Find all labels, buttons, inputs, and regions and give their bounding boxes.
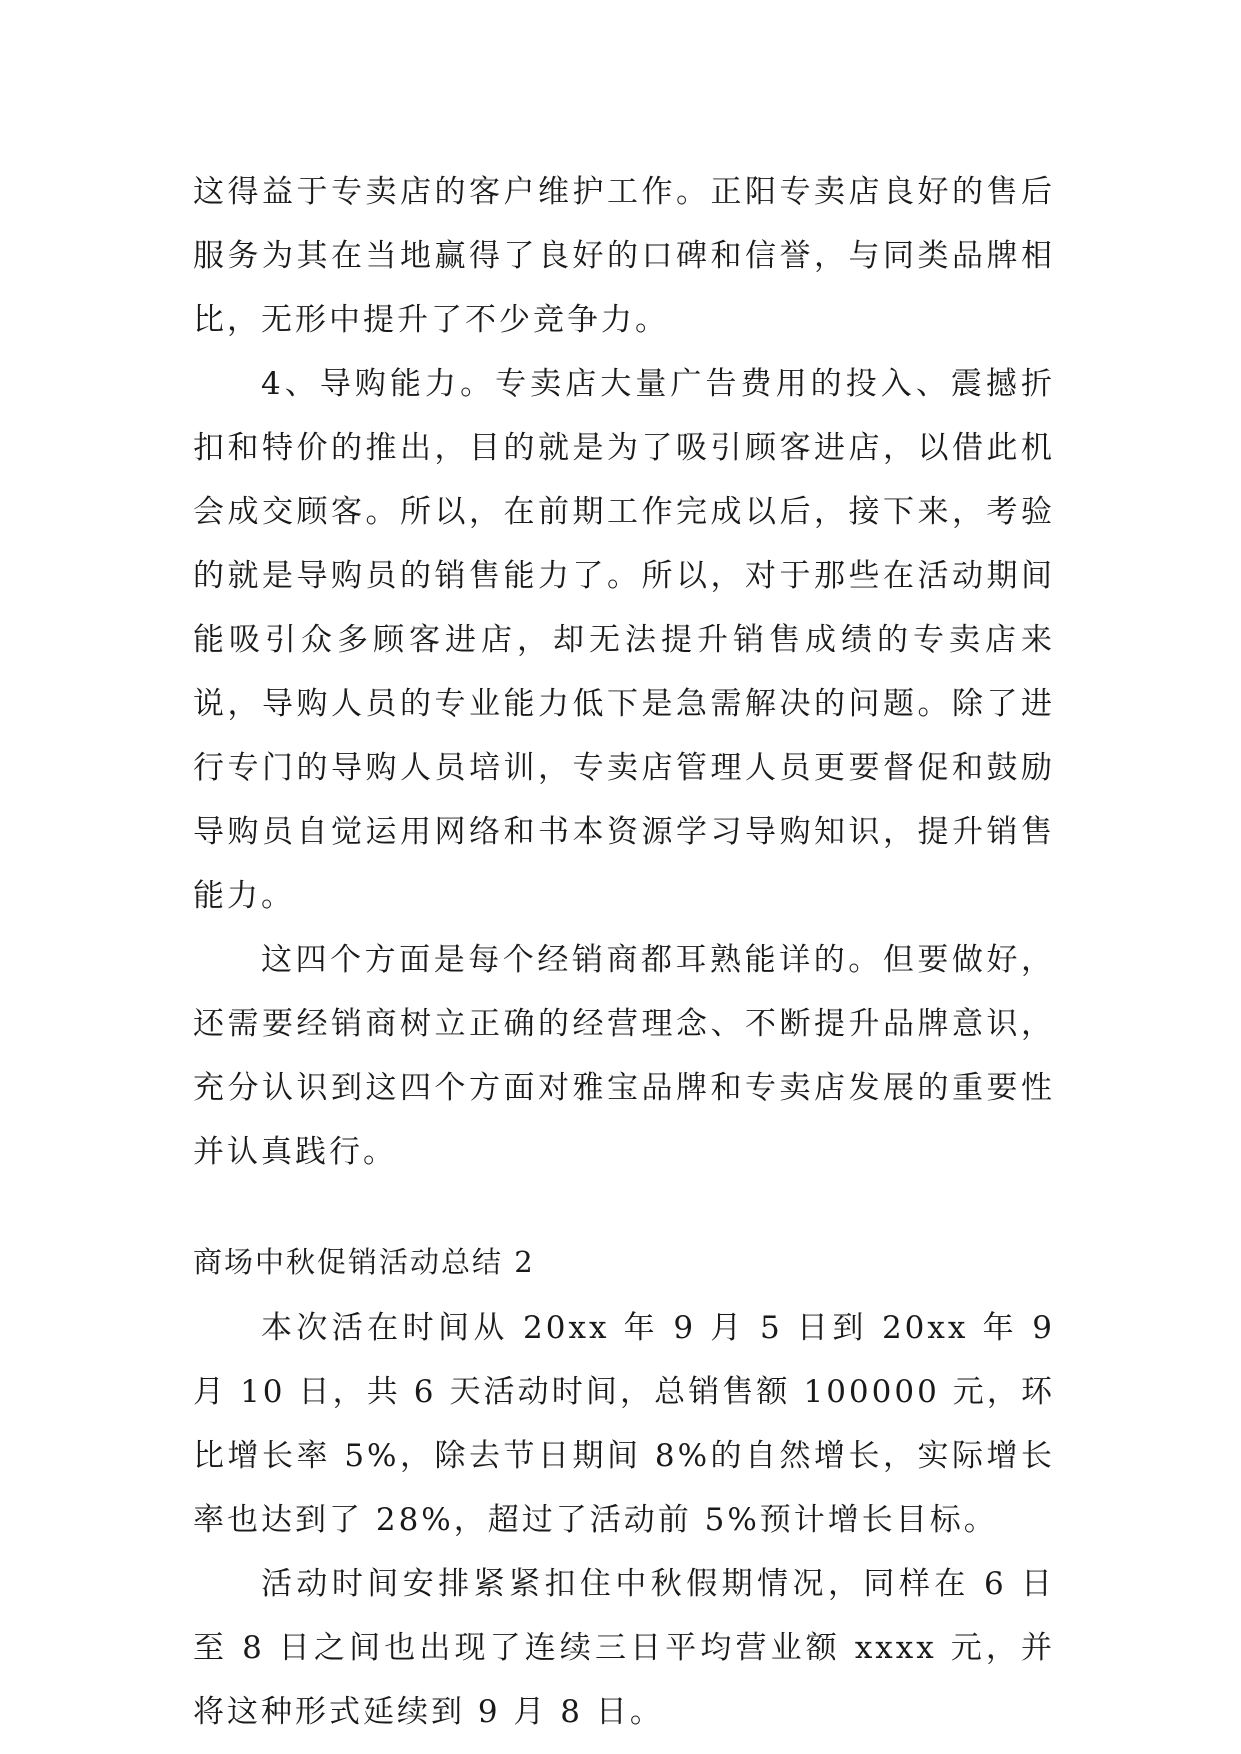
paragraph-activity-summary: 本次活在时间从 20xx 年 9 月 5 日到 20xx 年 9 月 10 日，共 6 天活动时间，总销售额 100000 元，环比增长率 5%，除去节日期间 8%的自然增长，实际增长率也达到了 28%，超过了活动前 5%预计增长目标。 bbox=[193, 1310, 1055, 1538]
paragraph-four-aspects: 这四个方面是每个经销商都耳熟能详的。但要做好，还需要经销商树立正确的经营理念、不断提升品牌意识，充分认识到这四个方面对雅宝品牌和专卖店发展的重要性并认真践行。 bbox=[193, 942, 1055, 1170]
section-spacer bbox=[193, 1184, 1055, 1234]
section-heading: 商场中秋促销活动总结 2 bbox=[193, 1245, 535, 1279]
document-page bbox=[193, 160, 1055, 1744]
paragraph-activity-schedule: 活动时间安排紧紧扣住中秋假期情况，同样在 6 日至 8 日之间也出现了连续三日平均营业额 xxxx 元，并将这种形式延续到 9 月 8 日。 bbox=[193, 1566, 1055, 1730]
paragraph-customer-maintenance: 这得益于专卖店的客户维护工作。正阳专卖店良好的售后服务为其在当地赢得了良好的口碑和信誉，与同类品牌相比，无形中提升了不少竞争力。 bbox=[193, 174, 1055, 338]
paragraph-sales-guide-ability: 4、导购能力。专卖店大量广告费用的投入、震撼折扣和特价的推出，目的就是为了吸引顾客进店，以借此机会成交顾客。所以，在前期工作完成以后，接下来，考验的就是导购员的销售能力了。所以，对于那些在活动期间能吸引众多顾客进店，却无法提升销售成绩的专卖店来说，导购人员的专业能力低下是急需解决的问题。除了进行专门的导购人员培训，专卖店管理人员更要督促和鼓励导购员自觉运用网络和书本资源学习导购知识，提升销售能力。 bbox=[193, 366, 1055, 914]
